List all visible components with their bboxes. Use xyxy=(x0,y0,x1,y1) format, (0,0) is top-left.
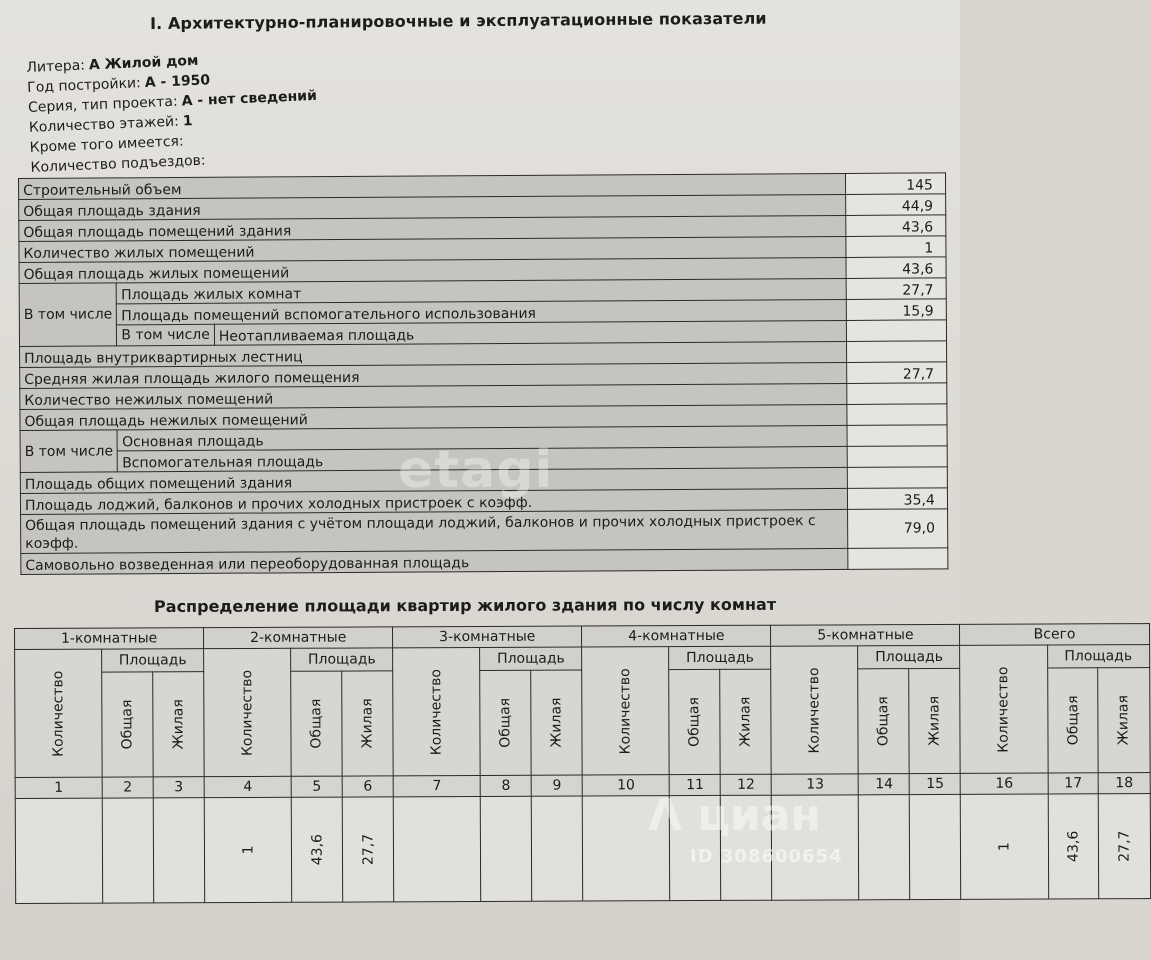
row-label: Количество жилых помещений xyxy=(19,236,846,262)
row-value xyxy=(846,320,946,342)
row-value: 79,0 xyxy=(847,509,947,549)
column-index: 14 xyxy=(859,774,910,795)
column-index: 12 xyxy=(720,774,771,795)
row-value: 145 xyxy=(845,173,945,195)
row-value: 43,6 xyxy=(846,215,946,237)
values-row xyxy=(15,794,1150,904)
group-header: 1-комнатные xyxy=(15,628,204,650)
column-index: 9 xyxy=(531,775,582,796)
meta-value: 1 xyxy=(182,113,193,130)
group-header: 2-комнатные xyxy=(204,627,393,649)
value-cell: 1 xyxy=(961,794,1049,899)
living-area-header: Жилая xyxy=(720,669,772,774)
value-cell: 1 xyxy=(204,797,292,902)
distribution-table xyxy=(14,623,1151,904)
row-label: Общая площадь помещений здания с учётом площади лоджий, балконов и прочих холодных пристроек с коэфф. xyxy=(21,509,848,553)
value-cell xyxy=(153,798,205,903)
count-header: Количество xyxy=(582,647,670,775)
in-total-label: В том числе xyxy=(20,430,118,473)
living-area-header: Жилая xyxy=(909,668,961,773)
column-index: 8 xyxy=(480,775,531,796)
row-label: Общая площадь помещений здания xyxy=(19,215,846,241)
living-area-header: Жилая xyxy=(531,670,583,775)
living-area-header: Жилая xyxy=(342,671,394,776)
row-value xyxy=(846,341,946,363)
column-index: 6 xyxy=(342,776,393,797)
meta-label: Год постройки: xyxy=(26,75,142,96)
column-index: 16 xyxy=(961,773,1048,794)
distribution-title: Распределение площади квартир жилого здания по числу комнат xyxy=(154,594,777,616)
column-index: 2 xyxy=(102,777,153,798)
row-value: 44,9 xyxy=(845,194,945,216)
value-cell xyxy=(15,798,103,903)
area-header-row xyxy=(15,645,1150,673)
total-area-header: Общая xyxy=(291,671,342,776)
row-label: Общая площадь здания xyxy=(19,194,846,220)
meta-value xyxy=(187,133,188,149)
column-index: 3 xyxy=(153,777,204,798)
group-header: Всего xyxy=(960,624,1149,646)
column-index: 13 xyxy=(772,774,859,795)
building-meta xyxy=(26,39,491,178)
meta-label: Серия, тип проекта: xyxy=(27,93,178,116)
meta-value: А Жилой дом xyxy=(88,52,199,74)
area-header: Площадь xyxy=(291,648,393,671)
row-label: Площадь жилых комнат xyxy=(117,278,847,303)
row-label: Количество нежилых помещений xyxy=(20,383,847,409)
column-index: 4 xyxy=(204,776,291,797)
total-area-header: Общая xyxy=(1047,668,1098,773)
row-label: Неотапливаемая площадь xyxy=(214,320,846,345)
count-header: Количество xyxy=(771,646,859,774)
row-value: 35,4 xyxy=(847,488,947,510)
value-cell: 43,6 xyxy=(291,797,342,902)
row-value: 27,7 xyxy=(846,362,946,384)
value-cell xyxy=(910,794,962,899)
meta-label: Количество этажей: xyxy=(28,113,180,136)
indicators-table xyxy=(18,172,948,575)
row-value: 43,6 xyxy=(846,257,946,279)
row-label: Строительный объем xyxy=(19,173,846,199)
living-area-header: Жилая xyxy=(1098,668,1150,773)
etagi-watermark: etagi xyxy=(398,440,554,500)
cian-watermark: Ʌ циан xyxy=(648,790,821,841)
value-cell: 43,6 xyxy=(1048,794,1099,899)
row-value xyxy=(847,425,947,447)
row-label: Общая площадь жилых помещений xyxy=(19,257,846,283)
count-header: Количество xyxy=(960,645,1048,773)
area-header: Площадь xyxy=(480,647,582,670)
column-index: 18 xyxy=(1099,773,1150,794)
group-header: 4-комнатные xyxy=(582,625,771,647)
value-cell xyxy=(102,798,153,903)
total-area-header: Общая xyxy=(858,669,909,774)
column-index: 5 xyxy=(291,776,342,797)
value-cell xyxy=(393,796,481,901)
meta-label: Литера: xyxy=(26,57,86,76)
area-header: Площадь xyxy=(102,649,204,672)
row-value xyxy=(848,548,948,570)
value-cell: 27,7 xyxy=(342,797,394,902)
row-value: 27,7 xyxy=(846,278,946,300)
row-label: Средняя жилая площадь жилого помещения xyxy=(20,362,847,388)
total-area-header: Общая xyxy=(102,672,153,777)
listing-id-watermark: ID 308600654 xyxy=(690,846,843,867)
count-header: Количество xyxy=(393,647,481,775)
area-header: Площадь xyxy=(1047,645,1149,668)
count-header: Количество xyxy=(15,649,103,777)
meta-label: Количество подъездов: xyxy=(30,152,206,176)
row-value xyxy=(847,467,947,489)
group-header: 3-комнатные xyxy=(393,626,582,648)
row-label: Площадь лоджий, балконов и прочих холодных пристроек с коэфф. xyxy=(20,488,847,514)
table-row xyxy=(21,548,948,575)
column-index: 15 xyxy=(909,773,960,794)
meta-value xyxy=(209,152,210,168)
row-value xyxy=(847,446,947,468)
total-area-header: Общая xyxy=(669,669,720,774)
row-value: 15,9 xyxy=(846,299,946,321)
row-label: Площадь внутриквартирных лестниц xyxy=(20,341,847,367)
row-value xyxy=(847,404,947,426)
area-header: Площадь xyxy=(858,645,960,668)
column-index: 17 xyxy=(1048,773,1099,794)
row-label: Площадь общих помещений здания xyxy=(20,467,847,493)
total-area-header: Общая xyxy=(480,670,531,775)
value-cell xyxy=(531,796,583,901)
value-cell: 27,7 xyxy=(1099,794,1151,899)
meta-value: А - 1950 xyxy=(144,72,211,92)
column-index: 11 xyxy=(670,774,721,795)
row-label: Основная площадь xyxy=(117,425,847,450)
in-total-label: В том числе xyxy=(117,324,215,346)
row-value: 1 xyxy=(846,236,946,258)
row-label: Общая площадь нежилых помещений xyxy=(20,404,847,430)
row-label: Самовольно возведенная или переоборудованная площадь xyxy=(21,548,848,574)
row-label: Вспомогательная площадь xyxy=(118,446,848,471)
value-cell xyxy=(481,796,532,901)
count-header: Количество xyxy=(204,648,292,776)
table-row xyxy=(21,509,948,554)
living-area-header: Жилая xyxy=(153,672,205,777)
row-value xyxy=(847,383,947,405)
column-index: 10 xyxy=(582,775,669,796)
section-title: I. Архитектурно-планировочные и эксплуатационные показатели xyxy=(150,8,767,33)
value-cell xyxy=(859,795,910,900)
column-index: 1 xyxy=(15,777,102,798)
group-header: 5-комнатные xyxy=(771,624,960,646)
area-header: Площадь xyxy=(669,646,771,669)
meta-value: А - нет сведений xyxy=(181,87,318,110)
meta-label: Кроме того имеется: xyxy=(29,133,184,156)
row-label: Площадь помещений вспомогательного использования xyxy=(117,299,847,324)
in-total-label: В том числе xyxy=(19,283,117,347)
column-index: 7 xyxy=(393,775,480,796)
